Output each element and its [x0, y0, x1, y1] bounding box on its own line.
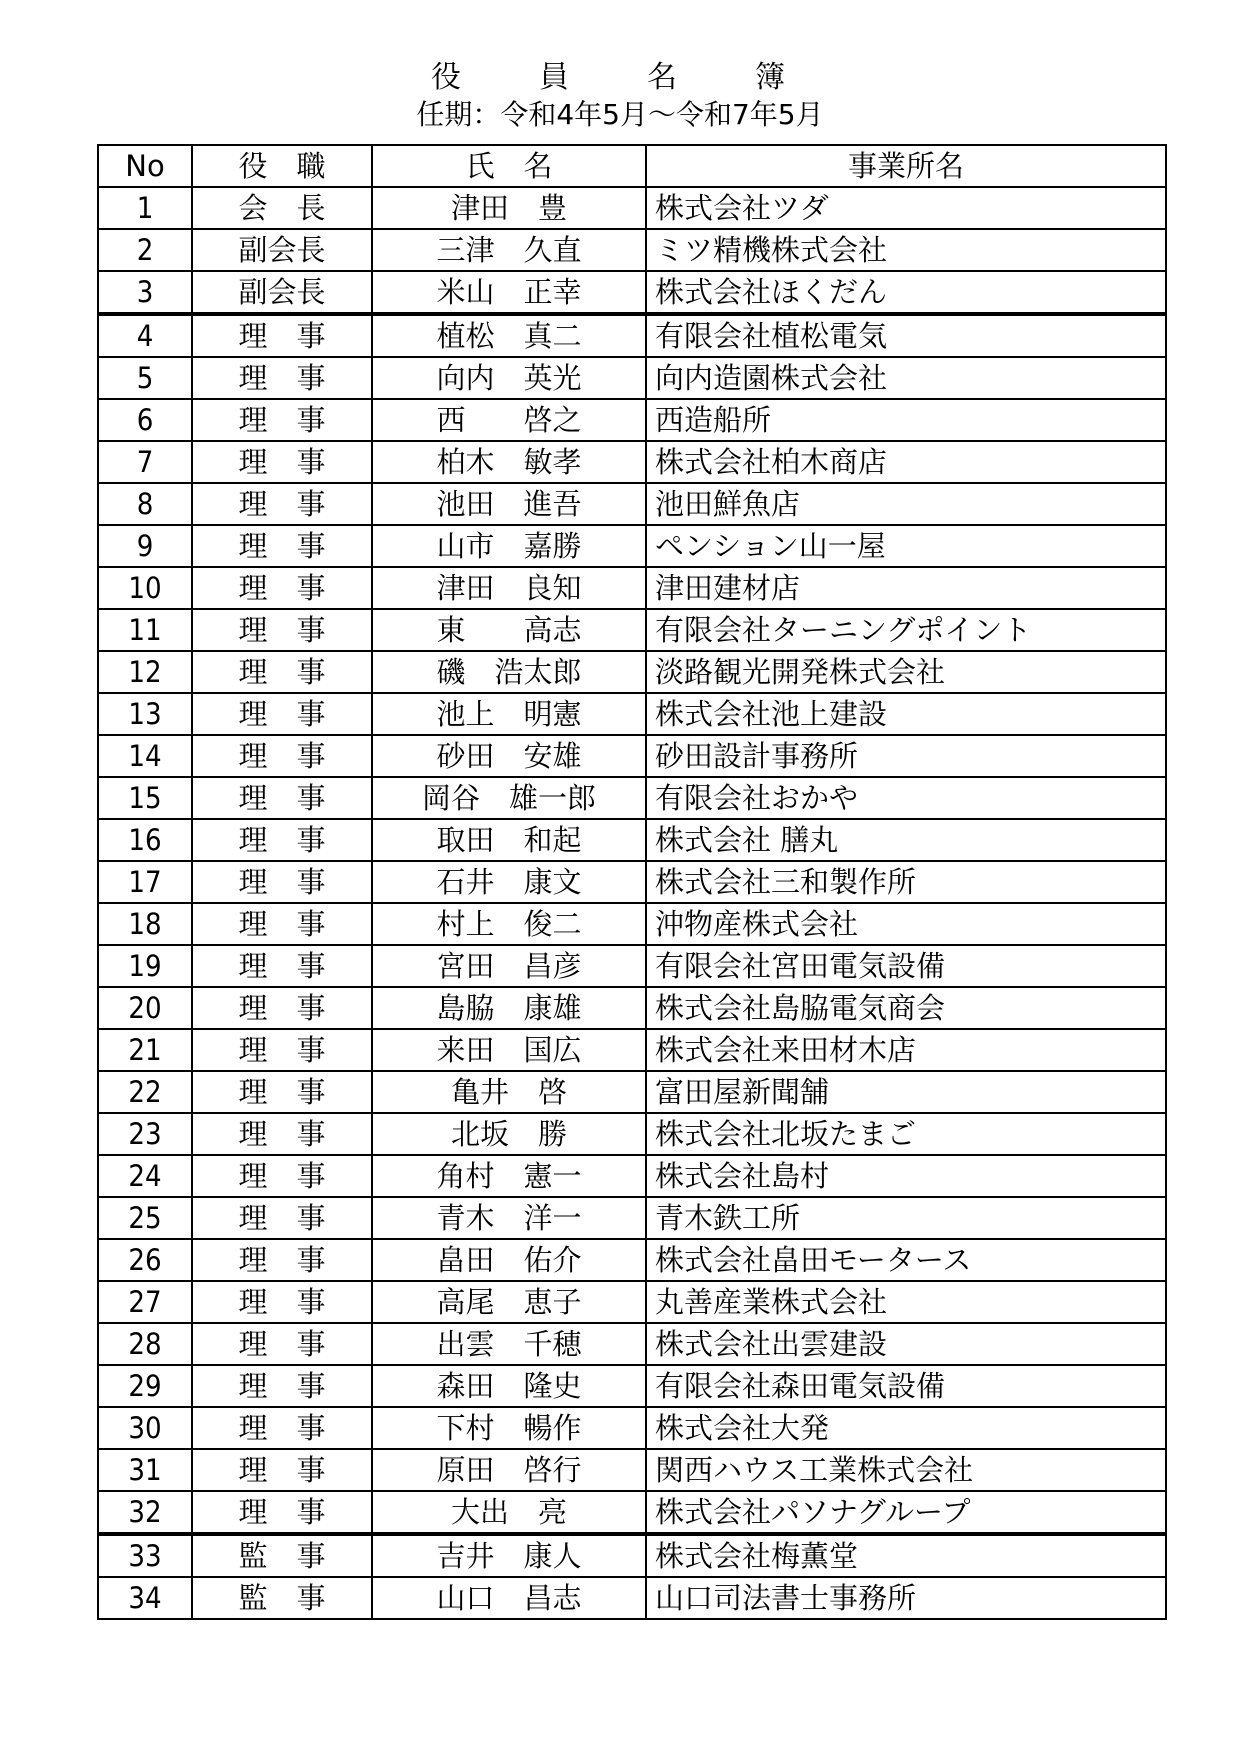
row-name: 青木 洋一: [372, 1197, 646, 1239]
row-no: 33: [98, 1534, 192, 1577]
table-row: [98, 567, 1166, 609]
row-company: 株式会社パソナグループ: [646, 1491, 1166, 1534]
table-row: [98, 399, 1166, 441]
row-company: 有限会社森田電気設備: [646, 1365, 1166, 1407]
row-company: 株式会社島脇電気商会: [646, 987, 1166, 1029]
row-name: 石井 康文: [372, 861, 646, 903]
row-no: 12: [98, 651, 192, 693]
row-company: 株式会社畠田モータース: [646, 1239, 1166, 1281]
row-company: 株式会社柏木商店: [646, 441, 1166, 483]
table-row: [98, 945, 1166, 987]
row-role: 副会長: [192, 271, 372, 314]
table-row: [98, 819, 1166, 861]
row-no: 3: [98, 271, 192, 314]
row-name: 下村 暢作: [372, 1407, 646, 1449]
row-name: 出雲 千穂: [372, 1323, 646, 1365]
row-role: 理 事: [192, 735, 372, 777]
row-no: 11: [98, 609, 192, 651]
row-no: 18: [98, 903, 192, 945]
row-company: 向内造園株式会社: [646, 357, 1166, 399]
row-no: 28: [98, 1323, 192, 1365]
row-no: 24: [98, 1155, 192, 1197]
row-company: ペンション山一屋: [646, 525, 1166, 567]
row-role: 理 事: [192, 483, 372, 525]
row-name: 津田 豊: [372, 187, 646, 229]
row-role: 理 事: [192, 945, 372, 987]
table-row: [98, 1407, 1166, 1449]
header-company: 事業所名: [646, 145, 1166, 187]
row-role: 理 事: [192, 987, 372, 1029]
row-name: 村上 俊二: [372, 903, 646, 945]
row-no: 29: [98, 1365, 192, 1407]
row-company: ミツ精機株式会社: [646, 229, 1166, 271]
table-row: [98, 1491, 1166, 1534]
row-name: 池田 進吾: [372, 483, 646, 525]
row-name: 向内 英光: [372, 357, 646, 399]
row-name: 岡谷 雄一郎: [372, 777, 646, 819]
row-role: 理 事: [192, 777, 372, 819]
row-company: 株式会社ほくだん: [646, 271, 1166, 314]
row-no: 22: [98, 1071, 192, 1113]
row-no: 8: [98, 483, 192, 525]
row-company: 関西ハウス工業株式会社: [646, 1449, 1166, 1491]
row-no: 19: [98, 945, 192, 987]
row-no: 4: [98, 314, 192, 357]
row-role: 理 事: [192, 819, 372, 861]
row-role: 監 事: [192, 1577, 372, 1619]
row-name: 来田 国広: [372, 1029, 646, 1071]
row-name: 米山 正幸: [372, 271, 646, 314]
row-no: 5: [98, 357, 192, 399]
row-role: 理 事: [192, 693, 372, 735]
document-title: 役 員 名 簿: [431, 60, 809, 95]
row-name: 原田 啓行: [372, 1449, 646, 1491]
officer-roster-table: [97, 144, 1167, 1620]
row-role: 理 事: [192, 1155, 372, 1197]
row-company: 津田建材店: [646, 567, 1166, 609]
table-row: [98, 609, 1166, 651]
row-role: 理 事: [192, 1239, 372, 1281]
row-company: 株式会社島村: [646, 1155, 1166, 1197]
row-name: 亀井 啓: [372, 1071, 646, 1113]
table-row: [98, 229, 1166, 271]
row-company: 有限会社植松電気: [646, 314, 1166, 357]
row-no: 14: [98, 735, 192, 777]
roster-body: [98, 187, 1166, 1619]
table-row: [98, 651, 1166, 693]
row-role: 理 事: [192, 1113, 372, 1155]
table-row: [98, 1029, 1166, 1071]
row-no: 32: [98, 1491, 192, 1534]
row-no: 16: [98, 819, 192, 861]
row-company: 丸善産業株式会社: [646, 1281, 1166, 1323]
row-role: 理 事: [192, 357, 372, 399]
row-company: 砂田設計事務所: [646, 735, 1166, 777]
row-no: 30: [98, 1407, 192, 1449]
row-role: 理 事: [192, 1323, 372, 1365]
row-role: 理 事: [192, 399, 372, 441]
row-role: 理 事: [192, 1491, 372, 1534]
row-role: 理 事: [192, 1281, 372, 1323]
table-row: [98, 777, 1166, 819]
table-row: [98, 1534, 1166, 1577]
row-company: 有限会社おかや: [646, 777, 1166, 819]
table-row: [98, 735, 1166, 777]
table-row: [98, 187, 1166, 229]
row-company: 株式会社ツダ: [646, 187, 1166, 229]
row-company: 株式会社梅薫堂: [646, 1534, 1166, 1577]
header-no: No: [98, 145, 192, 187]
row-company: 株式会社北坂たまご: [646, 1113, 1166, 1155]
table-row: [98, 903, 1166, 945]
row-no: 34: [98, 1577, 192, 1619]
table-row: [98, 1449, 1166, 1491]
row-company: 沖物産株式会社: [646, 903, 1166, 945]
row-no: 17: [98, 861, 192, 903]
row-no: 9: [98, 525, 192, 567]
row-name: 島脇 康雄: [372, 987, 646, 1029]
row-role: 理 事: [192, 861, 372, 903]
table-row: [98, 1113, 1166, 1155]
row-company: 西造船所: [646, 399, 1166, 441]
row-company: 有限会社宮田電気設備: [646, 945, 1166, 987]
row-name: 取田 和起: [372, 819, 646, 861]
table-row: [98, 693, 1166, 735]
row-no: 15: [98, 777, 192, 819]
header-name: 氏 名: [372, 145, 646, 187]
row-no: 31: [98, 1449, 192, 1491]
row-company: 池田鮮魚店: [646, 483, 1166, 525]
table-row: [98, 357, 1166, 399]
table-row: [98, 1197, 1166, 1239]
table-row: [98, 987, 1166, 1029]
row-name: 大出 亮: [372, 1491, 646, 1534]
row-no: 21: [98, 1029, 192, 1071]
row-no: 23: [98, 1113, 192, 1155]
row-role: 理 事: [192, 1449, 372, 1491]
row-name: 角村 憲一: [372, 1155, 646, 1197]
row-name: 森田 隆史: [372, 1365, 646, 1407]
row-company: 株式会社池上建設: [646, 693, 1166, 735]
row-role: 理 事: [192, 1029, 372, 1071]
row-name: 山市 嘉勝: [372, 525, 646, 567]
table-row: [98, 1071, 1166, 1113]
row-company: 青木鉄工所: [646, 1197, 1166, 1239]
table-row: [98, 1281, 1166, 1323]
row-company: 有限会社ターニングポイント: [646, 609, 1166, 651]
row-role: 理 事: [192, 1407, 372, 1449]
row-name: 畠田 佑介: [372, 1239, 646, 1281]
row-role: 理 事: [192, 609, 372, 651]
row-no: 20: [98, 987, 192, 1029]
row-role: 理 事: [192, 1197, 372, 1239]
row-company: 富田屋新聞舗: [646, 1071, 1166, 1113]
table-header-row: [98, 145, 1166, 187]
row-name: 柏木 敏孝: [372, 441, 646, 483]
row-role: 理 事: [192, 314, 372, 357]
term-of-office: 任期：令和4年5月～令和7年5月: [416, 98, 824, 131]
row-name: 西 啓之: [372, 399, 646, 441]
row-role: 理 事: [192, 441, 372, 483]
table-row: [98, 1323, 1166, 1365]
table-row: [98, 271, 1166, 314]
table-row: [98, 441, 1166, 483]
table-row: [98, 861, 1166, 903]
row-name: 池上 明憲: [372, 693, 646, 735]
row-company: 株式会社三和製作所: [646, 861, 1166, 903]
table-row: [98, 525, 1166, 567]
row-no: 26: [98, 1239, 192, 1281]
row-role: 会 長: [192, 187, 372, 229]
row-company: 株式会社大発: [646, 1407, 1166, 1449]
row-role: 理 事: [192, 1365, 372, 1407]
row-company: 株式会社出雲建設: [646, 1323, 1166, 1365]
row-company: 山口司法書士事務所: [646, 1577, 1166, 1619]
row-role: 理 事: [192, 525, 372, 567]
row-role: 理 事: [192, 567, 372, 609]
row-role: 理 事: [192, 651, 372, 693]
row-name: 磯 浩太郎: [372, 651, 646, 693]
table-row: [98, 1577, 1166, 1619]
row-name: 津田 良知: [372, 567, 646, 609]
table-row: [98, 483, 1166, 525]
row-name: 高尾 恵子: [372, 1281, 646, 1323]
header-role: 役 職: [192, 145, 372, 187]
row-name: 北坂 勝: [372, 1113, 646, 1155]
row-no: 7: [98, 441, 192, 483]
row-role: 理 事: [192, 1071, 372, 1113]
table-row: [98, 1155, 1166, 1197]
row-role: 監 事: [192, 1534, 372, 1577]
row-company: 株式会社 膳丸: [646, 819, 1166, 861]
row-no: 10: [98, 567, 192, 609]
row-no: 6: [98, 399, 192, 441]
row-company: 淡路観光開発株式会社: [646, 651, 1166, 693]
row-no: 1: [98, 187, 192, 229]
row-name: 東 高志: [372, 609, 646, 651]
row-no: 2: [98, 229, 192, 271]
row-no: 27: [98, 1281, 192, 1323]
row-company: 株式会社来田材木店: [646, 1029, 1166, 1071]
row-name: 吉井 康人: [372, 1534, 646, 1577]
table-row: [98, 1365, 1166, 1407]
row-name: 砂田 安雄: [372, 735, 646, 777]
row-name: 山口 昌志: [372, 1577, 646, 1619]
row-name: 三津 久直: [372, 229, 646, 271]
table-row: [98, 314, 1166, 357]
row-no: 13: [98, 693, 192, 735]
row-name: 植松 真二: [372, 314, 646, 357]
row-name: 宮田 昌彦: [372, 945, 646, 987]
table-row: [98, 1239, 1166, 1281]
row-role: 副会長: [192, 229, 372, 271]
row-no: 25: [98, 1197, 192, 1239]
row-role: 理 事: [192, 903, 372, 945]
